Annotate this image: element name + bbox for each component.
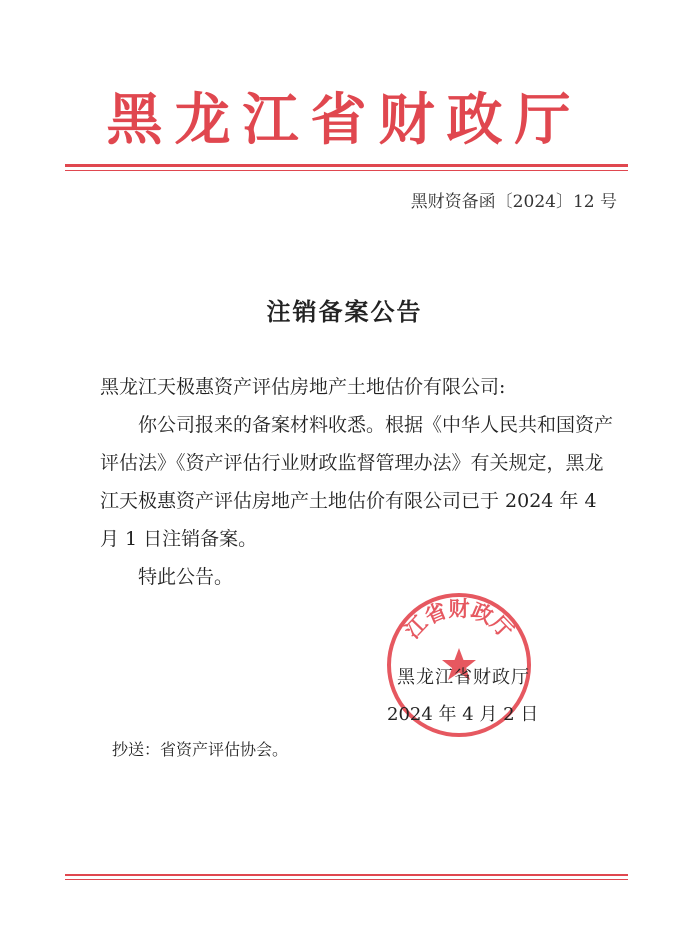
header-red-rule-thin xyxy=(65,170,628,171)
signature-date: 2024 年 4 月 2 日 xyxy=(387,704,539,725)
closing-line: 特此公告。 xyxy=(138,566,234,588)
cc-line: 抄送：省资产评估协会。 xyxy=(112,740,289,759)
footer-red-rule-bottom xyxy=(65,879,628,880)
document-title: 注销备案公告 xyxy=(266,297,423,326)
header-red-rule-thick xyxy=(65,164,628,167)
issuing-authority-header: 黑龙江省财政厅 xyxy=(106,87,583,153)
signature-organization: 黑龙江省财政厅 xyxy=(397,667,530,688)
document-number: 黑财资备函〔2024〕12 号 xyxy=(410,192,617,212)
main-paragraph: 你公司报来的备案材料收悉。根据《中华人民共和国资产评估法》《资产评估行业财政监督管理办法》有关规定，黑龙江天极惠资产评估房地产土地估价有限公司已于 2024 年 4 月 1 日注销备案。 xyxy=(100,414,614,550)
salutation: 黑龙江天极惠资产评估房地产土地估价有限公司: xyxy=(100,376,506,398)
document-body xyxy=(100,368,615,596)
footer-red-rule-top xyxy=(65,874,628,876)
seal-arc-text: 江省财政厅 xyxy=(399,595,519,644)
